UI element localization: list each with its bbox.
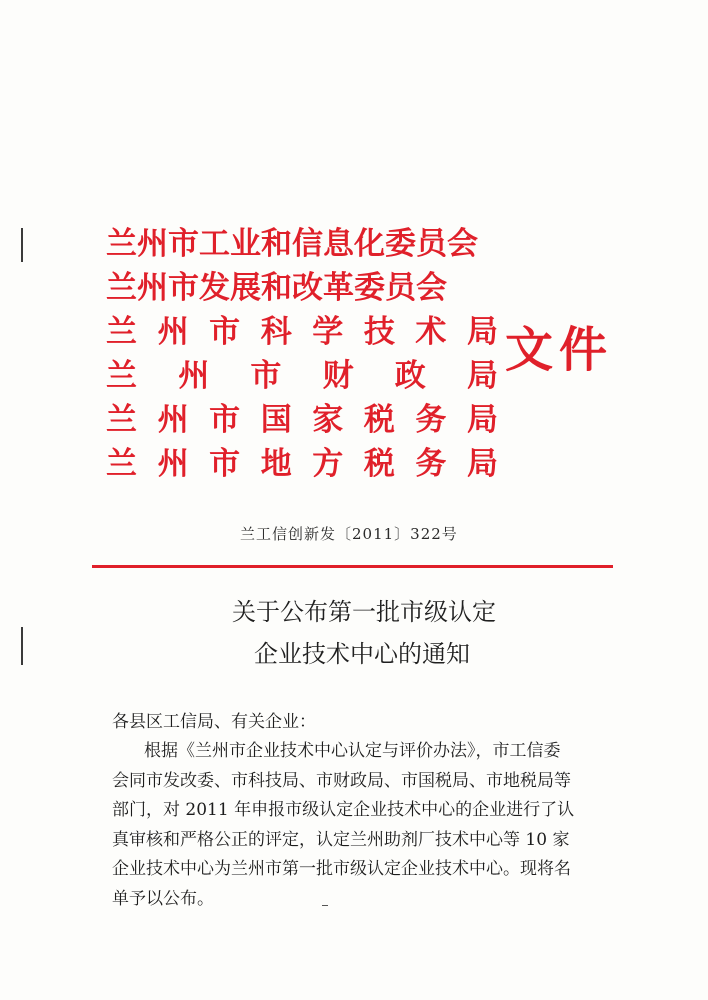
- issuer-char: 局: [466, 402, 498, 438]
- issuer-char: 科: [260, 314, 292, 350]
- issuer-char: 政: [394, 358, 426, 394]
- issuer-char: 方: [312, 446, 344, 482]
- body-line: 部门，对 2011 年申报市级认定企业技术中心的企业进行了认: [112, 800, 575, 820]
- issuer-5: [106, 398, 498, 442]
- red-divider-line: [92, 565, 613, 568]
- issuer-char: 兰: [106, 446, 137, 482]
- issuer-char: 市: [209, 446, 241, 482]
- body-line: 会同市发改委、市科技局、市财政局、市国税局、市地税局等: [112, 770, 571, 791]
- notice-title-line-2: 企业技术中心的通知: [254, 640, 470, 668]
- document-type-label: 文件: [505, 322, 614, 378]
- issuer-char: 税: [363, 402, 395, 438]
- issuer-char: 税: [363, 446, 395, 482]
- issuer-char: 州: [157, 402, 189, 438]
- issuer-char: 局: [466, 446, 498, 482]
- issuer-char: 兰: [106, 314, 137, 350]
- binding-mark-top: [21, 228, 23, 262]
- issuer-char: 市: [209, 402, 241, 438]
- issuer-char: 市: [209, 314, 241, 350]
- issuer-char: 兰: [106, 358, 137, 394]
- issuer-char: 学: [312, 314, 344, 350]
- issuer-1: 兰州市工业和信息化委员会: [106, 226, 478, 262]
- issuer-char: 兰: [106, 402, 137, 438]
- issuer-3: [106, 310, 498, 354]
- body-line: 真审核和严格公正的评定，认定兰州助剂厂技术中心等 10 家: [112, 829, 570, 850]
- issuer-char: 技: [363, 314, 395, 350]
- issuer-char: 地: [260, 446, 292, 482]
- body-line: 企业技术中心为兰州市第一批市级认定企业技术中心。现将名: [112, 859, 571, 879]
- body-paragraph: [112, 737, 612, 914]
- document-number: 兰工信创新发〔2011〕322号: [240, 525, 458, 543]
- salutation: 各县区工信局、有关企业：: [112, 712, 316, 732]
- issuer-char: 州: [157, 314, 189, 350]
- issuer-char: 州: [157, 446, 189, 482]
- issuer-char: 国: [260, 402, 292, 438]
- notice-title-line-1: 关于公布第一批市级认定: [232, 598, 496, 626]
- issuing-authorities: [106, 222, 498, 486]
- issuer-char: 州: [178, 358, 210, 394]
- issuer-char: 家: [312, 402, 344, 438]
- issuer-char: 务: [415, 446, 447, 482]
- issuer-4: [106, 354, 498, 398]
- issuer-char: 局: [466, 314, 498, 350]
- scan-speck: [322, 905, 328, 906]
- issuer-char: 市: [250, 358, 282, 394]
- issuer-char: 务: [415, 402, 447, 438]
- body-line: 根据《兰州市企业技术中心认定与评价办法》，市工信委: [144, 741, 561, 761]
- issuer-2: 兰州市发展和改革委员会: [106, 270, 447, 306]
- body-line: 单予以公布。: [112, 888, 214, 909]
- issuer-6: [106, 442, 498, 486]
- issuer-char: 财: [322, 358, 354, 394]
- issuer-char: 术: [415, 314, 447, 350]
- issuer-char: 局: [466, 358, 498, 394]
